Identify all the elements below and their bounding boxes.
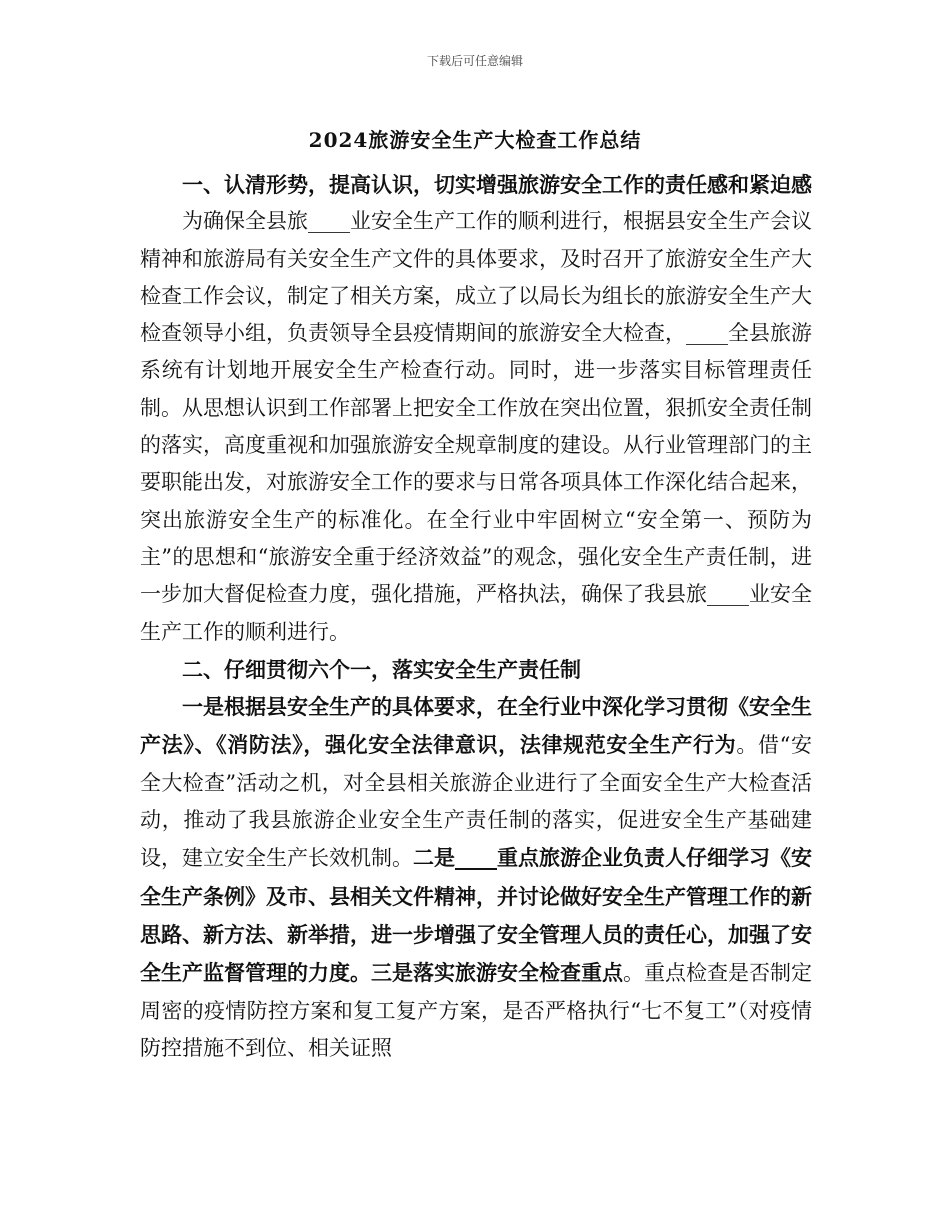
section-1-paragraph: 为确保全县旅____业安全生产工作的顺利进行，根据县安全生产会议精神和旅游局有关安全生产文件的具体要求，及时召开了旅游安全生产大检查工作会议，制定了相关方案，成立了以局长为组长的旅游安全生产大检查领导小组，负责领导全县疫情期间的旅游安全大检查，____全县旅游系统有计划地开展安全生产检查行动。同时，进一步落实目标管理责任制。从思想认识到工作部署上把安全工作放在突出位置，狠抓安全责任制的落实，高度重视和加强旅游安全规章制度的建设。从行业管理部门的主要职能出发，对旅游安全工作的要求与日常各项具体工作深化结合起来，突出旅游安全生产的标准化。在全行业中牢固树立“安全第一、预防为主”的思想和“旅游安全重于经济效益”的观念，强化安全生产责任制，进一步加大督促检查力度，强化措施，严格执法，确保了我县旅____业安全生产工作的顺利进行。 <box>140 209 812 644</box>
document-title: 2024旅游安全生产大检查工作总结 <box>308 128 642 152</box>
header-note: 下载后可任意编辑 <box>426 54 523 68</box>
section-1-heading: 一、认清形势，提高认识，切实增强旅游安全工作的责任感和紧迫感 <box>182 172 812 197</box>
document-body <box>140 166 812 1067</box>
section-2-heading: 二、仔细贯彻六个一，落实安全生产责任制 <box>182 656 581 682</box>
point-1-text: 。借“安全大检查”活动之机，对全县相关旅游企业进行了全面安全生产大检查活动，推动了我县旅游企业安全生产责任制的落实，促进安全生产基础建设，建立安全生产长效机制。 <box>140 733 812 871</box>
point-2-3-bold-text: 二是____重点旅游企业负责人仔细学习《安全生产条例》及市、县相关文件精神，并讨论做好安全生产管理工作的新思路、新方法、新举措，进一步增强了安全管理人员的责任心，加强了安全生产监督管理的力度。三是落实旅游安全检查重点 <box>140 845 812 986</box>
point-3-text: 。重点检查是否制定周密的疫情防控方案和复工复产方案，是否严格执行“七不复工”（对疫情防控措施不到位、相关证照 <box>140 961 812 1060</box>
point-1-bold-text: 一是根据县安全生产的具体要求，在全行业中深化学习贯彻《安全生产法》、《消防法》，强化安全法律意识，法律规范安全生产行为 <box>140 694 812 758</box>
section-2-paragraph <box>140 688 812 1067</box>
